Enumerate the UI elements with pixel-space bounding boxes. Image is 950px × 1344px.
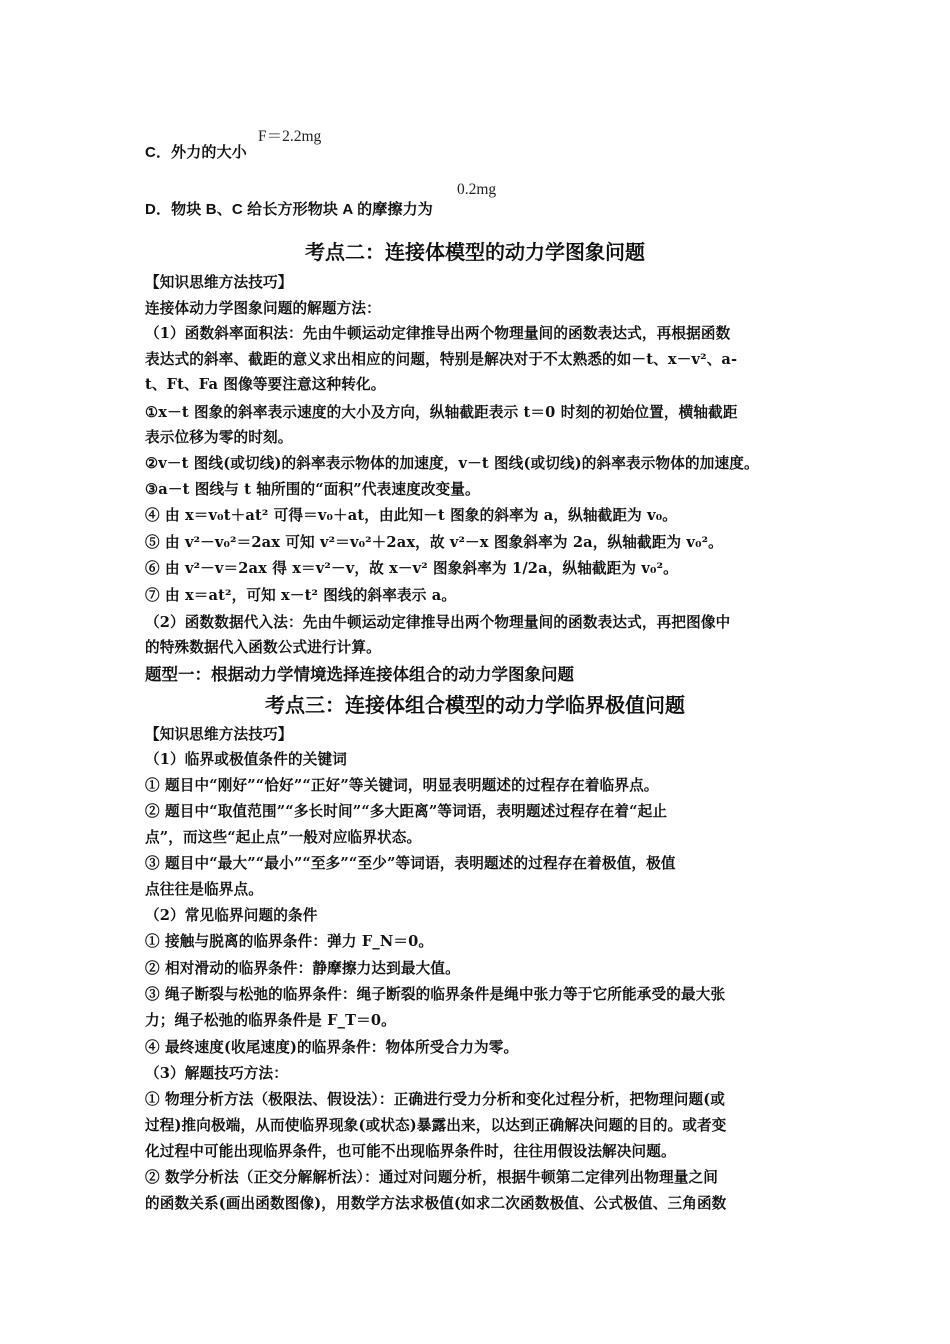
section3-line: （2）常见临界问题的条件: [145, 907, 318, 924]
option-d-formula: 0.2mg: [457, 181, 497, 198]
section3-line: 化过程中可能出现临界条件，也可能不出现临界条件时，往往用假设法解决问题。: [145, 1143, 676, 1160]
section3-line: ④ 最终速度(收尾速度)的临界条件：物体所受合力为零。: [145, 1039, 519, 1056]
section2-line: （1）函数斜率面积法：先由牛顿运动定律推导出两个物理量间的函数表达式，再根据函数: [145, 325, 731, 342]
section2-tag: 【知识思维方法技巧】: [145, 274, 293, 291]
section3-line: （1）临界或极值条件的关键词: [145, 751, 347, 768]
section2-line: ③a－t 图线与 t 轴所围的“面积”代表速度改变量。: [145, 481, 480, 498]
section3-line: ① 题目中“刚好”“恰好”“正好”等关键词，明显表明题述的过程存在着临界点。: [145, 777, 659, 794]
section2-line: t、Ft、Fa 图像等要注意这种转化。: [145, 376, 386, 393]
section3-line: ③ 题目中“最大”“最小”“至多”“至少”等词语，表明题述的过程存在着极值，极值: [145, 855, 676, 872]
section3-line: （3）解题技巧方法：: [145, 1065, 288, 1082]
section3-line: 的函数关系(画出函数图像)，用数学方法求极值(如求二次函数极值、公式极值、三角函数: [145, 1195, 727, 1212]
option-d-label: D．物块 B、C 给长方形物块 A 的摩擦力为: [145, 201, 433, 218]
section3-title: 考点三：连接体组合模型的动力学临界极值问题: [265, 693, 685, 717]
section2-line: ⑤ 由 v²－v₀²＝2ax 可知 v²＝v₀²＋2ax，故 v²－x 图象斜率为 2a，纵轴截距为 v₀²。: [145, 534, 723, 551]
section3-line: ③ 绳子断裂与松弛的临界条件：绳子断裂的临界条件是绳中张力等于它所能承受的最大张: [145, 986, 726, 1003]
section3-line: ② 数学分析法（正交分解解析法）：通过对问题分析，根据牛顿第二定律列出物理量之间: [145, 1169, 718, 1186]
section3-tag: 【知识思维方法技巧】: [145, 726, 293, 743]
section3-line: ② 相对滑动的临界条件：静摩擦力达到最大值。: [145, 960, 460, 977]
section3-line: 点”，而这些“起止点”一般对应临界状态。: [145, 829, 422, 846]
section2-line: 的特殊数据代入函数公式进行计算。: [145, 639, 381, 656]
section2-subtitle: 题型一：根据动力学情境选择连接体组合的动力学图象问题: [145, 665, 574, 684]
section3-line: 过程)推向极端，从而使临界现象(或状态)暴露出来，以达到正确解决问题的目的。或者变: [145, 1117, 727, 1134]
section2-line: （2）函数数据代入法：先由牛顿运动定律推导出两个物理量间的函数表达式，再把图像中: [145, 614, 731, 631]
section2-line: 连接体动力学图象问题的解题方法：: [145, 300, 381, 317]
section3-line: 点往往是临界点。: [145, 881, 263, 898]
section3-line: 力；绳子松弛的临界条件是 F_T＝0。: [145, 1012, 396, 1029]
section2-line: ⑦ 由 x＝at²，可知 x－t² 图线的斜率表示 a。: [145, 587, 457, 604]
section2-title: 考点二：连接体模型的动力学图象问题: [305, 240, 645, 264]
section2-line: 表示位移为零的时刻。: [145, 429, 293, 446]
option-c-label: C．外力的大小: [145, 144, 247, 161]
section3-line: ① 物理分析方法（极限法、假设法）：正确进行受力分析和变化过程分析，把物理问题(或: [145, 1091, 725, 1108]
section2-line: 表达式的斜率、截距的意义求出相应的问题，特别是解决对于不太熟悉的如－t、x－v²、a-: [145, 351, 738, 368]
section2-line: ②v－t 图线(或切线)的斜率表示物体的加速度，v－t 图线(或切线)的斜率表示物体的加速度。: [145, 455, 759, 472]
section2-line: ①x－t 图象的斜率表示速度的大小及方向，纵轴截距表示 t＝0 时刻的初始位置，横轴截距: [145, 404, 738, 421]
section3-line: ② 题目中“取值范围”“多长时间”“多大距离”等词语，表明题述过程存在着“起止: [145, 803, 668, 820]
section2-line: ④ 由 x＝v₀t＋at² 可得＝v₀＋at，由此知－t 图象的斜率为 a，纵轴截距为 v₀。: [145, 507, 678, 524]
option-c-formula: F＝2.2mg: [258, 128, 322, 145]
section2-line: ⑥ 由 v²－v＝2ax 得 x＝v²－v，故 x－v² 图象斜率为 1/2a，纵轴截距为 v₀²。: [145, 560, 678, 577]
section3-line: ① 接触与脱离的临界条件：弹力 F_N＝0。: [145, 933, 434, 950]
